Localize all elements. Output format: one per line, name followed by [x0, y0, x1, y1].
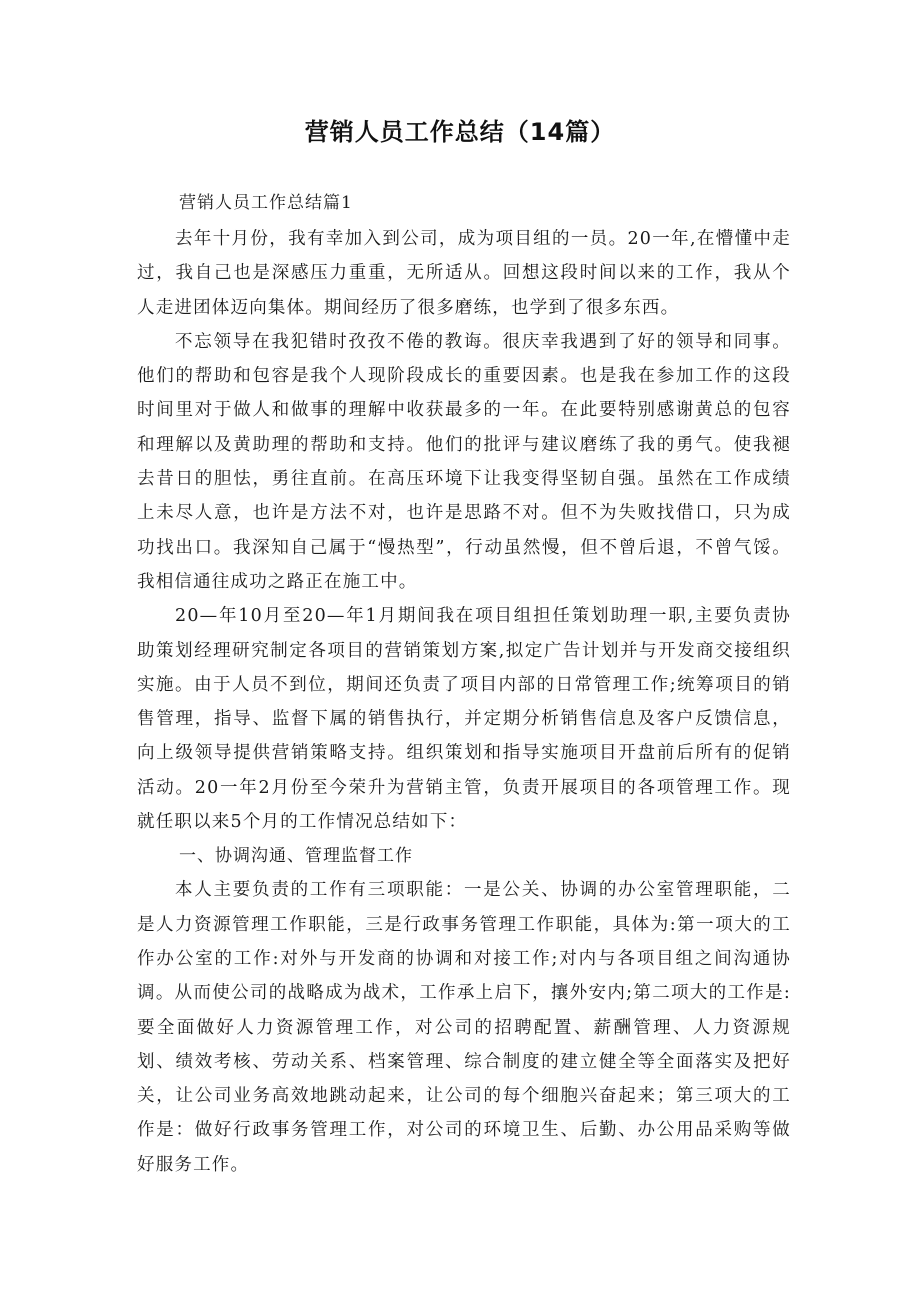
paragraph-3: 20—年10月至20—年1月期间我在项目组担任策划助理一职,主要负责协助策划经理研究制定各项目的营销策划方案,拟定广告计划并与开发商交接组织实施。由于人员不到位，期间还负责了项目内部的日常管理工作;统筹项目的销售管理，指导、监督下属的销售执行，并定期分析销售信息及客户反馈信息，向上级领导提供营销策略支持。组织策划和指导实施项目开盘前后所有的促销活动。20一年2月份至今荣升为营销主管，负责开展项目的各项管理工作。现就任职以来5个月的工作情况总结如下： — [137, 606, 791, 833]
document-title: 营销人员工作总结（14篇） — [304, 118, 616, 146]
section-heading: 营销人员工作总结篇1 — [179, 193, 353, 213]
paragraph-2: 不忘领导在我犯错时孜孜不倦的教诲。很庆幸我遇到了好的领导和同事。他们的帮助和包容是我个人现阶段成长的重要因素。也是我在参加工作的这段时间里对于做人和做事的理解中收获最多的一年。在此要特别感谢黄总的包容和理解以及黄助理的帮助和支持。他们的批评与建议磨练了我的勇气。使我褪去昔日的胆怯，勇往直前。在高压环境下让我变得坚韧自强。虽然在工作成绩上未尽人意，也许是方法不对，也许是思路不对。但不为失败找借口，只为成功找出口。我深知自己属于“慢热型”，行动虽然慢，但不曾后退，不曾气馁。我相信通往成功之路正在施工中。 — [137, 331, 791, 592]
document-body — [137, 186, 791, 1182]
paragraph-4: 本人主要负责的工作有三项职能：一是公关、协调的办公室管理职能，二是人力资源管理工作职能，三是行政事务管理工作职能，具体为:第一项大的工作办公室的工作:对外与开发商的协调和对接工作;对内与各项目组之间沟通协调。从而使公司的战略成为战术，工作承上启下，攘外安内;第二项大的工作是:要全面做好人力资源管理工作，对公司的招聘配置、薪酬管理、人力资源规划、绩效考核、劳动关系、档案管理、综合制度的建立健全等全面落实及把好关，让公司业务高效地跳动起来，让公司的每个细胞兴奋起来；第三项大的工作是：做好行政事务管理工作，对公司的环境卫生、后勤、办公用品采购等做好服务工作。 — [137, 880, 791, 1175]
subheading: 一、协调沟通、管理监督工作 — [179, 846, 413, 867]
paragraph-1: 去年十月份，我有幸加入到公司，成为项目组的一员。20一年,在懵懂中走过，我自己也是深感压力重重，无所适从。回想这段时间以来的工作，我从个人走进团体迈向集体。期间经历了很多磨练，也学到了很多东西。 — [137, 229, 791, 318]
